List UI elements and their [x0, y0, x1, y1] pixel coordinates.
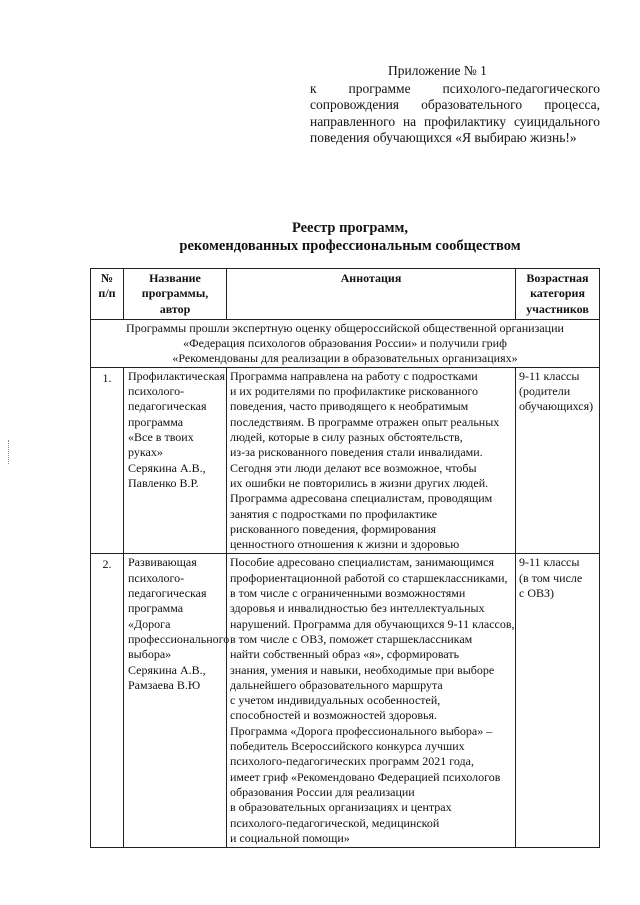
- row-number: 2.: [91, 554, 124, 848]
- annotation-line: победитель Всероссийского конкурса лучших: [230, 739, 465, 754]
- header-text: участников: [526, 301, 589, 316]
- program-name-line: Профилактическая: [128, 368, 225, 383]
- program-name-cell: [124, 554, 230, 848]
- program-name-line: профессионального: [128, 631, 230, 646]
- annotation-line: рискованного поведения, формирования: [230, 521, 437, 536]
- age-line: с ОВЗ): [519, 586, 555, 601]
- table-row: [91, 367, 600, 554]
- program-name-line: выбора»: [128, 647, 172, 662]
- program-name-line: Серякина А.В.,: [128, 460, 206, 475]
- annotation-line: и социальной помощи»: [230, 830, 350, 845]
- annotation-line: занятия с подростками по профилактике: [230, 506, 438, 521]
- header-age: [516, 269, 600, 320]
- age-line: 9-11 классы: [519, 555, 580, 570]
- header-text: Возрастная: [526, 271, 589, 285]
- header-text: программы,: [141, 286, 209, 301]
- header-annotation: [227, 269, 516, 320]
- annotation-line: Сегодня эти люди делают все возможное, чтобы: [230, 460, 477, 475]
- program-name-line: педагогическая: [128, 586, 207, 601]
- section-row: [91, 319, 600, 367]
- header-text: п/п: [98, 286, 116, 301]
- age-category-cell: [516, 554, 600, 848]
- annotation-line: людей, которые в силу разных обстоятельств,: [230, 430, 463, 445]
- annotation-line: их ошибки не повторились в жизни других людей.: [230, 475, 489, 490]
- annotation-line: найти собственный образ «я», сформировать: [230, 647, 460, 662]
- header-text: Аннотация: [340, 271, 402, 285]
- program-name-line: «Все в твоих: [128, 430, 194, 445]
- age-line: (в том числе: [519, 570, 583, 585]
- annotation-line: и их родителями по профилактике рискованного: [230, 384, 478, 399]
- age-category-cell: [516, 367, 600, 554]
- annotation-line: в образовательных организациях и центрах: [230, 800, 452, 815]
- program-name-line: психолого-: [128, 384, 185, 399]
- appendix-line: сопровождения образовательного процесса,: [310, 97, 600, 112]
- program-name-line: Павленко В.Р.: [128, 475, 199, 490]
- program-name-line: Развивающая: [128, 555, 197, 570]
- section-heading: [91, 319, 600, 367]
- row-number: 1.: [91, 367, 124, 554]
- header-text: Название: [149, 271, 201, 285]
- header-text: категория: [530, 286, 585, 301]
- age-line: 9-11 классы: [519, 368, 580, 383]
- section-line: «Федерация психологов образования России» и получили гриф: [183, 335, 507, 350]
- section-line: «Рекомендованы для реализации в образовательных организациях»: [172, 350, 518, 365]
- program-name-line: педагогическая: [128, 399, 207, 414]
- registry-title-line1: Реестр программ,: [291, 220, 409, 236]
- program-name-line: психолого-: [128, 570, 185, 585]
- annotation-line: ценностного отношения к жизни и здоровью: [230, 537, 460, 552]
- registry-table: [90, 268, 600, 848]
- program-name-line: Рамзаева В.Ю: [128, 677, 201, 692]
- annotation-line: Программа направлена на работу с подростками: [230, 368, 478, 383]
- age-line: (родители: [519, 384, 571, 399]
- annotation-line: имеет гриф «Рекомендовано Федерацией психологов: [230, 769, 501, 784]
- annotation-line: в том числе с ОВЗ, поможет старшеклассникам: [230, 631, 473, 646]
- program-name-line: программа: [128, 601, 184, 616]
- program-name-cell: [124, 367, 227, 554]
- annotation-line: Программа адресована специалистам, проводящим: [230, 491, 493, 506]
- annotation-line: с учетом индивидуальных особенностей,: [230, 693, 441, 708]
- annotation-line: психолого-педагогических программ 2021 года,: [230, 754, 474, 769]
- margin-mark: [8, 440, 10, 464]
- annotation-line: нарушений. Программа для обучающихся 9-11 классов,: [230, 616, 515, 631]
- annotation-line: Программа «Дорога профессионального выбора» –: [230, 723, 493, 738]
- annotation-line: Пособие адресовано специалистам, занимающимся: [230, 555, 494, 570]
- registry-title: [0, 219, 640, 255]
- annotation-line: знания, умения и навыки, необходимые при выборе: [230, 662, 495, 677]
- section-line: Программы прошли экспертную оценку общероссийской общественной организации: [126, 320, 564, 335]
- table-row: [91, 554, 600, 848]
- appendix-line: к программе психолого-педагогического: [310, 80, 600, 96]
- annotation-line: здоровья и инвалидностью без интеллектуальных: [230, 601, 485, 616]
- table-header-row: [91, 269, 600, 320]
- header-text: автор: [159, 301, 191, 316]
- annotation-cell: [227, 367, 516, 554]
- header-name: [124, 269, 227, 320]
- annotation-line: профориентационной работой со старшеклассниками,: [230, 570, 508, 585]
- program-name-line: руках»: [128, 445, 163, 460]
- program-name-line: Серякина А.В.,: [128, 662, 206, 677]
- age-line: обучающихся): [519, 399, 594, 414]
- appendix-header: [310, 63, 600, 147]
- annotation-line: в том числе с ограниченными возможностями: [230, 586, 466, 601]
- annotation-line: из-за рискованного поведения стали инвалидами.: [230, 445, 483, 460]
- annotation-line: дальнейшего образовательного маршрута: [230, 677, 443, 692]
- annotation-line: психолого-педагогической, медицинской: [230, 815, 440, 830]
- appendix-line: направленного на профилактику суицидального: [310, 113, 600, 129]
- program-name-line: программа: [128, 414, 184, 429]
- appendix-title: Приложение № 1: [388, 63, 487, 78]
- header-text: №: [100, 271, 114, 285]
- annotation-line: способностей и возможностей здоровья.: [230, 708, 438, 723]
- header-num: [91, 269, 124, 320]
- annotation-line: образования России для реализации: [230, 784, 415, 799]
- program-name-line: «Дорога: [128, 616, 171, 631]
- annotation-line: поведения, часто приводящего к необратимым: [230, 399, 469, 414]
- appendix-line: поведения обучающихся «Я выбираю жизнь!»: [310, 130, 577, 145]
- annotation-cell: [227, 554, 516, 848]
- annotation-line: последствиям. В программе отражен опыт реальных: [230, 414, 500, 429]
- registry-title-line2: рекомендованных профессиональным сообществом: [179, 238, 521, 254]
